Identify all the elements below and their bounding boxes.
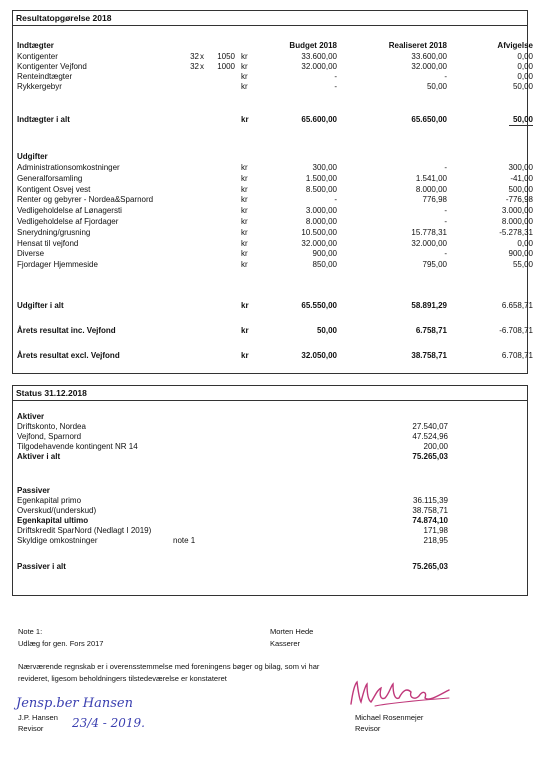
row-deviation: 55,00 xyxy=(512,260,533,270)
row-unit: kr xyxy=(241,82,248,91)
expense-row xyxy=(13,249,533,259)
balance-sheet-box xyxy=(12,385,528,596)
income-statement-box xyxy=(12,10,533,374)
row-deviation: 0,00 xyxy=(517,72,533,81)
row-budget: - xyxy=(334,72,337,81)
income-row xyxy=(13,72,533,82)
row-unit: kr xyxy=(241,260,248,270)
liabilities-heading: Passiver xyxy=(17,486,50,495)
row-budget: - xyxy=(334,195,337,205)
asset-row xyxy=(13,422,527,432)
row-deviation: 500,00 xyxy=(508,184,533,194)
row-label: Snerydning/grusning xyxy=(17,227,91,237)
expense-row xyxy=(13,238,533,249)
row-unit: kr xyxy=(241,217,248,226)
row-value: 47.524,96 xyxy=(412,432,448,441)
credit-row: Driftskredit SparNord (Nedlagt I 2019) 171,98 xyxy=(17,526,448,535)
row-deviation: 900,00 xyxy=(508,249,533,259)
equity-ultimo-row: Egenkapital ultimo 74.874,10 xyxy=(17,516,448,525)
row-realized: - xyxy=(444,72,447,81)
income-total-row: Indtægter i alt kr 65.600,00 65.650,00 50,00 xyxy=(17,115,533,124)
row-realized: - xyxy=(444,163,447,172)
row-rate: 1000 xyxy=(217,62,235,71)
income-row xyxy=(13,62,533,72)
asset-row xyxy=(13,432,527,442)
row-deviation: 8.000,00 xyxy=(501,217,533,226)
row-realized: 32.000,00 xyxy=(411,62,447,71)
row-deviation: -5.278,31 xyxy=(499,227,533,237)
row-deviation: 0,00 xyxy=(517,52,533,61)
row-deviation: -41,00 xyxy=(510,173,533,183)
budget-header: Budget 2018 xyxy=(289,41,337,50)
row-deviation: 300,00 xyxy=(508,163,533,172)
auditor1-signature: Jensp.ber Hansen xyxy=(16,696,133,711)
row-realized: 795,00 xyxy=(422,260,447,270)
surplus-row: Overskud/(underskud) 38.758,71 xyxy=(17,506,448,515)
row-label: Vedligeholdelse af Fjordager xyxy=(17,217,119,226)
row-unit: kr xyxy=(241,52,248,61)
row-budget: 10.500,00 xyxy=(301,227,337,237)
row-deviation: 50,00 xyxy=(512,82,533,91)
row-realized: 15.778,31 xyxy=(411,227,447,237)
row-unit: kr xyxy=(241,163,248,172)
expenses-heading: Udgifter xyxy=(17,152,48,161)
asset-row xyxy=(13,442,527,452)
auditor1-name: J.P. Hansen xyxy=(18,713,58,722)
row-realized: 1.541,00 xyxy=(415,173,447,183)
statement-line-2: revideret, ligesom beholdningers tilstedeværelse er konstateret xyxy=(18,674,227,683)
auditor1-date: 23/4 - 2019. xyxy=(72,716,145,730)
note-label: Note 1: xyxy=(18,627,43,636)
expense-row xyxy=(13,260,533,270)
auditor2-signature-graphic xyxy=(345,676,455,710)
result-excl-row: Årets resultat excl. Vejfond kr 32.050,00 38.758,71 6.708,71 xyxy=(17,351,533,360)
row-budget: 8.000,00 xyxy=(305,217,337,226)
owed-row: Skyldige omkostninger note 1 218,95 xyxy=(17,536,448,545)
income-total-underline xyxy=(509,125,533,126)
row-realized: 32.000,00 xyxy=(411,238,447,248)
balance-sheet-title: Status 31.12.2018 xyxy=(13,386,527,401)
row-realized: 50,00 xyxy=(426,82,447,91)
row-label: Administrationsomkostninger xyxy=(17,163,120,172)
income-statement-title: Resultatopgørelse 2018 xyxy=(13,11,527,26)
row-unit: kr xyxy=(241,195,248,205)
note-text: Udlæg for gen. Fors 2017 xyxy=(18,639,104,648)
row-budget: 8.500,00 xyxy=(305,184,337,194)
deviation-header: Afvigelse xyxy=(497,41,533,50)
expense-row xyxy=(13,217,533,227)
row-realized: - xyxy=(444,217,447,226)
row-qty: 32 xyxy=(190,62,199,71)
row-realized: 776,98 xyxy=(422,195,447,205)
row-label: Renter og gebyrer - Nordea&Sparnord xyxy=(17,195,154,205)
row-realized: 8.000,00 xyxy=(415,184,447,194)
row-deviation: -776,98 xyxy=(505,195,533,205)
row-rate: 1050 xyxy=(217,52,235,61)
expense-row xyxy=(13,163,533,173)
row-deviation: 3.000,00 xyxy=(501,206,533,216)
assets-total-row: Aktiver i alt 75.265,03 xyxy=(17,452,448,461)
row-label: Vejfond, Sparnord xyxy=(17,432,82,441)
result-inc-row: Årets resultat inc. Vejfond kr 50,00 6.758,71 -6.708,71 xyxy=(17,326,533,335)
income-row xyxy=(13,82,533,92)
row-label: Tilgodehavende kontingent NR 14 xyxy=(17,442,138,451)
row-unit: kr xyxy=(241,184,248,194)
row-label: Rykkergebyr xyxy=(17,82,62,91)
row-label: Vedligeholdelse af Lønagersti xyxy=(17,206,122,216)
expense-row xyxy=(13,195,533,205)
row-multiplier: x xyxy=(200,52,204,61)
realized-header: Realiseret 2018 xyxy=(388,41,447,50)
row-label: Diverse xyxy=(17,249,45,259)
row-budget: 1.500,00 xyxy=(305,173,337,183)
auditor1-role: Revisor xyxy=(18,724,44,733)
expense-row xyxy=(13,206,533,216)
row-unit: kr xyxy=(241,238,248,248)
row-realized: - xyxy=(444,249,447,259)
equity-primo-row: Egenkapital primo 36.115,39 xyxy=(17,496,448,505)
auditor2-name: Michael Rosenmejer xyxy=(355,713,424,722)
row-label: Renteindtægter xyxy=(17,72,73,81)
row-deviation: 0,00 xyxy=(517,238,533,248)
row-label: Generalforsamling xyxy=(17,173,83,183)
row-budget: - xyxy=(334,82,337,91)
row-label: Kontigenter xyxy=(17,52,58,61)
row-budget: 32.000,00 xyxy=(301,238,337,248)
row-unit: kr xyxy=(241,72,248,81)
expenses-total-row: Udgifter i alt kr 65.550,00 58.891,29 6.658,71 xyxy=(17,301,533,310)
row-budget: 33.600,00 xyxy=(301,52,337,61)
statement-line-1: Nærværende regnskab er i overensstemmelse med foreningens bøger og bilag, som vi har xyxy=(18,662,320,671)
auditor2-role: Revisor xyxy=(355,724,381,733)
income-row xyxy=(13,52,533,62)
row-label: Hensat til vejfond xyxy=(17,238,79,248)
treasurer-name: Morten Hede xyxy=(270,627,314,636)
row-unit: kr xyxy=(241,227,248,237)
row-budget: 32.000,00 xyxy=(301,62,337,71)
row-unit: kr xyxy=(241,62,248,71)
row-qty: 32 xyxy=(190,52,199,61)
assets-heading: Aktiver xyxy=(17,412,45,421)
expense-row xyxy=(13,184,533,195)
row-value: 200,00 xyxy=(423,442,448,451)
column-header-row xyxy=(13,41,533,51)
row-unit: kr xyxy=(241,206,248,216)
row-realized: - xyxy=(444,206,447,216)
row-multiplier: x xyxy=(200,62,204,71)
row-label: Fjordager Hjemmeside xyxy=(17,260,98,270)
row-value: 27.540,07 xyxy=(412,422,448,431)
expense-row xyxy=(13,227,533,238)
liabilities-total-row: Passiver i alt 75.265,03 xyxy=(17,562,448,571)
expense-row xyxy=(13,173,533,184)
row-budget: 3.000,00 xyxy=(305,206,337,216)
row-deviation: 0,00 xyxy=(517,62,533,71)
row-unit: kr xyxy=(241,249,248,259)
row-label: Kontigent Osvej vest xyxy=(17,184,91,194)
row-unit: kr xyxy=(241,173,248,183)
treasurer-role: Kasserer xyxy=(270,639,301,648)
row-label: Driftskonto, Nordea xyxy=(17,422,86,431)
row-realized: 33.600,00 xyxy=(411,52,447,61)
row-label: Kontigenter Vejfond xyxy=(17,62,87,71)
row-budget: 850,00 xyxy=(312,260,337,270)
row-budget: 900,00 xyxy=(312,249,337,259)
income-heading: Indtægter xyxy=(17,41,54,50)
row-budget: 300,00 xyxy=(312,163,337,172)
